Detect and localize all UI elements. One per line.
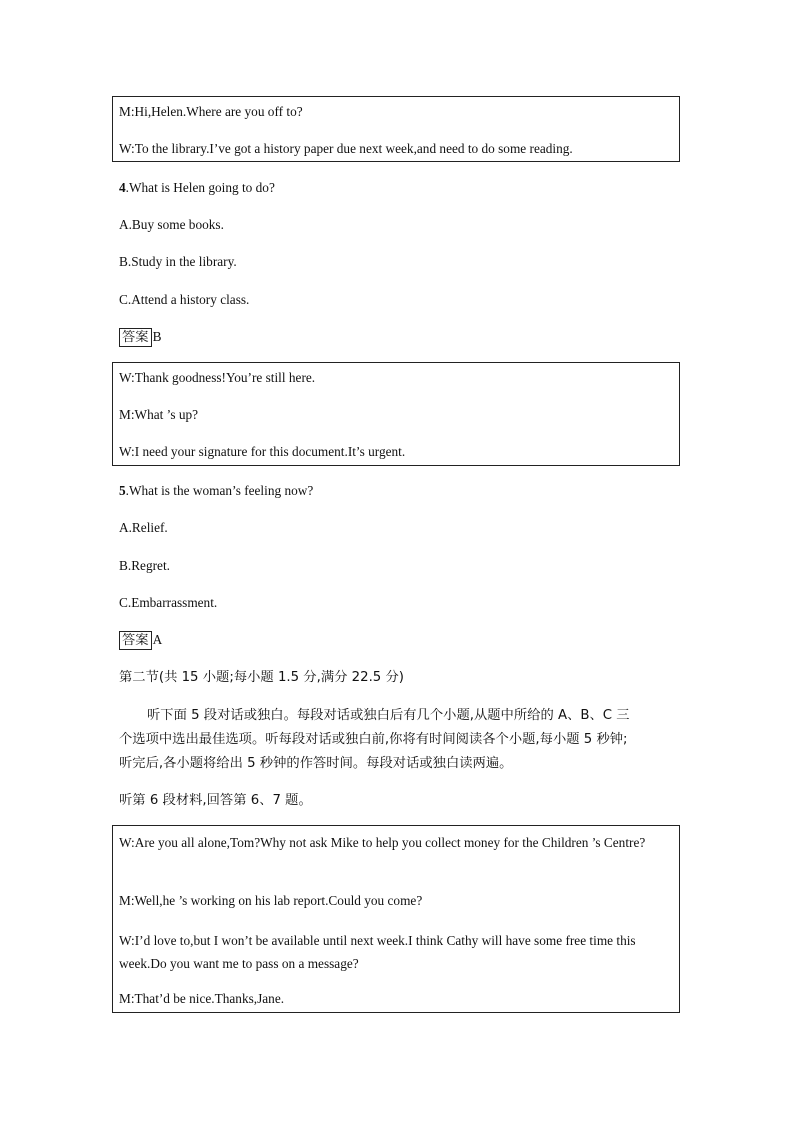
dialogue-line: M:What ’s up? xyxy=(119,407,199,422)
question-text: .What is Helen going to do? xyxy=(125,180,275,195)
dialogue-box-6 xyxy=(112,825,680,1013)
section-heading: 第二节(共 15 小题;每小题 1.5 分,满分 22.5 分) xyxy=(119,670,404,685)
answer-5 xyxy=(119,631,162,650)
question-number: 5 xyxy=(119,483,126,498)
answer-4 xyxy=(119,328,161,347)
option-a: A.Buy some books. xyxy=(119,217,224,232)
material-intro: 听第 6 段材料,回答第 6、7 题。 xyxy=(119,793,312,808)
dialogue-line: M:Hi,Helen.Where are you off to? xyxy=(119,104,303,119)
answer-value: B xyxy=(152,329,162,344)
dialogue-line: M:Well,he ’s working on his lab report.Could you come? xyxy=(119,893,423,908)
dialogue-line: W:Thank goodness!You’re still here. xyxy=(119,370,316,385)
question-5-stem xyxy=(119,482,313,500)
section-instructions: 听下面 5 段对话或独白。每段对话或独白后有几个小题,从题中所给的 A、B、C 三个选项中选出最佳选项。听每段对话或独白前,你将有时间阅读各个小题,每小题 5 秒钟;听完后,各小题将给出 5 秒钟的作答时间。每段对话或独白读两遍。 xyxy=(119,708,630,771)
option-c: C.Embarrassment. xyxy=(119,595,218,610)
option-b: B.Regret. xyxy=(119,558,170,573)
option-a: A.Relief. xyxy=(119,520,168,535)
answer-label-box: 答案 xyxy=(119,328,152,347)
answer-label-box: 答案 xyxy=(119,631,152,650)
question-4-stem xyxy=(119,179,275,197)
option-b: B.Study in the library. xyxy=(119,254,237,269)
dialogue-box-5 xyxy=(112,362,680,466)
question-text: .What is the woman’s feeling now? xyxy=(125,483,314,498)
dialogue-box-4 xyxy=(112,96,680,162)
question-number: 4 xyxy=(119,180,126,195)
answer-value: A xyxy=(152,632,163,647)
dialogue-line: W:Are you all alone,Tom?Why not ask Mike to help you collect money for the Children ’s Centre? xyxy=(119,835,646,850)
dialogue-line: W:I’d love to,but I won’t be available until next week.I think Cathy will have some free time this week.Do you want me to pass on a message? xyxy=(119,933,636,971)
dialogue-line: M:That’d be nice.Thanks,Jane. xyxy=(119,991,285,1006)
option-c: C.Attend a history class. xyxy=(119,292,250,307)
dialogue-line: W:To the library.I’ve got a history paper due next week,and need to do some reading. xyxy=(119,141,573,156)
dialogue-line: W:I need your signature for this document.It’s urgent. xyxy=(119,444,406,459)
